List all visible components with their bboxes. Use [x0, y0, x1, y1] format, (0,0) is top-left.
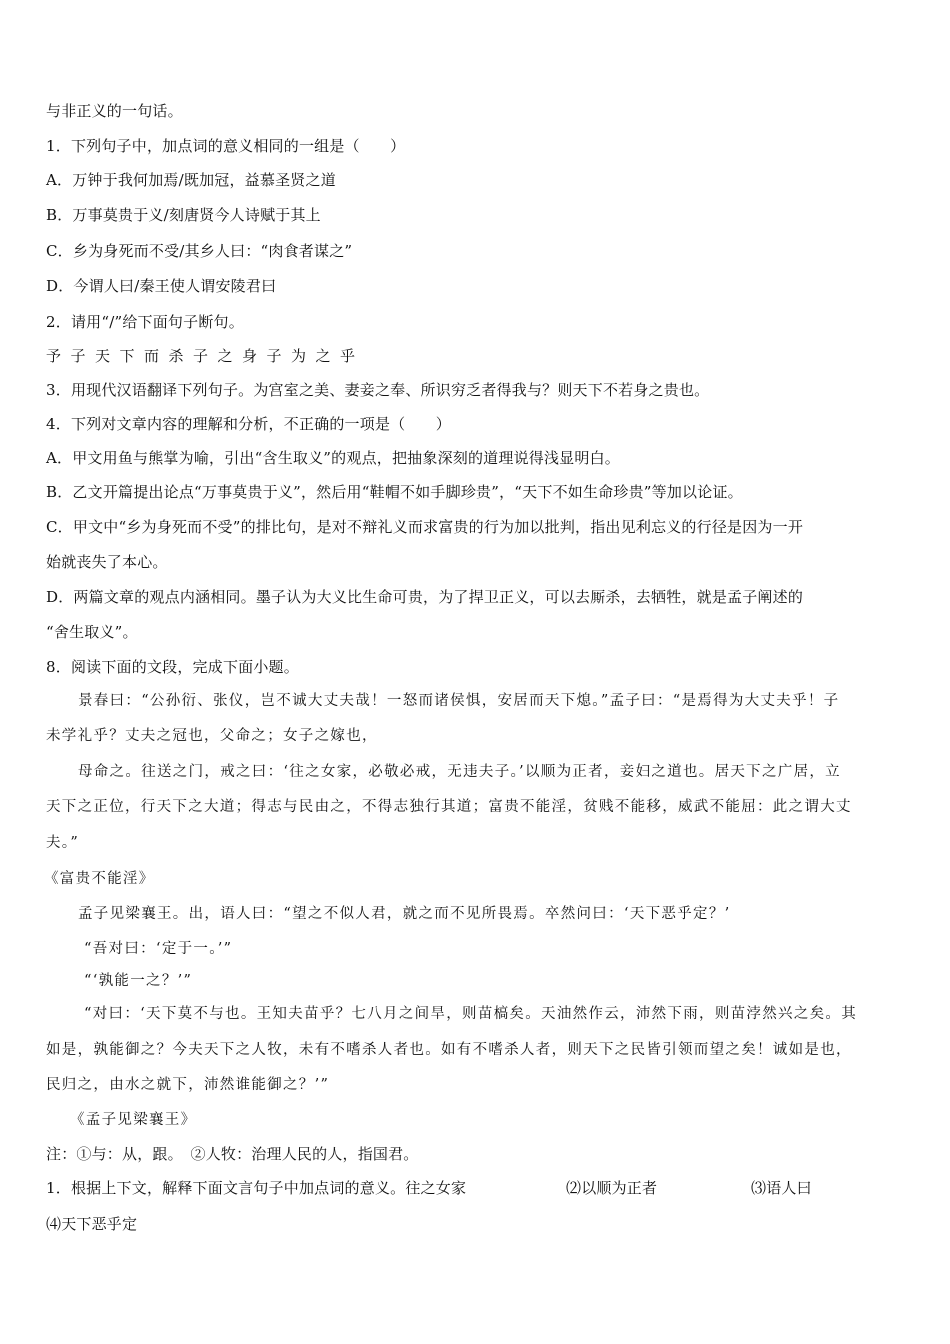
question-8-stem: 8．阅读下面的文段，完成下面小题。	[46, 658, 299, 676]
question-1-option-c: C．乡为身死而不受/其乡人曰：“肉食者谋之”	[46, 242, 353, 260]
question-4-option-c-cont: 始就丧失了本心。	[46, 553, 168, 571]
passage-line: “吾对曰：‘定于一。’”	[84, 941, 233, 957]
question-4-option-c: C．甲文中“乡为身死而不受”的排比句，是对不辩礼义而求富贵的行为加以批判，指出见利忘义的行径是因为一开	[46, 518, 804, 536]
question-4-option-a: A．甲文用鱼与熊掌为喻，引出“含生取义”的观点，把抽象深刻的道理说得浅显明白。	[46, 449, 620, 467]
sub-question-1-item-4: ⑷天下恶乎定	[46, 1215, 138, 1233]
passage-line: 夫。”	[46, 835, 80, 851]
question-2-stem: 2．请用“/”给下面句子断句。	[46, 313, 244, 331]
question-4-stem: 4．下列对文章内容的理解和分析，不正确的一项是（ ）	[46, 415, 451, 433]
passage-line: 未学礼乎？丈夫之冠也，父命之；女子之嫁也，	[46, 728, 378, 744]
sub-question-1-item-2: ⑵以顺为正者	[566, 1179, 658, 1197]
question-3-stem: 3．用现代汉语翻译下列句子。为宫室之美、妻妾之奉、所识穷乏者得我与？则天下不若身之贵也。	[46, 381, 710, 399]
sub-question-1-item-3: ⑶语人曰	[751, 1179, 812, 1197]
sub-question-1	[46, 1178, 466, 1198]
passage-title: 《孟子见梁襄王》	[70, 1112, 197, 1128]
question-1-option-b: B．万事莫贵于义/刻唐贤今人诗赋于其上	[46, 206, 321, 224]
annotation-note: 注：①与：从，跟。 ②人牧：治理人民的人，指国君。	[46, 1145, 419, 1163]
question-1-stem: 1．下列句子中，加点词的意义相同的一组是（ ）	[46, 137, 406, 155]
passage-line: 孟子见梁襄王。出，语人曰：“望之不似人君，就之而不见所畏焉。卒然问曰：‘天下恶乎定？’	[78, 906, 731, 922]
question-4-option-d-cont: “舍生取义”。	[46, 623, 138, 641]
passage-line: 天下之正位，行天下之大道；得志与民由之，不得志独行其道；富贵不能淫，贫贱不能移，威武不能屈：此之谓大丈	[46, 799, 852, 815]
question-4-option-d: D．两篇文章的观点内涵相同。墨子认为大义比生命可贵，为了捍卫正义，可以去厮杀，去牺牲，就是孟子阐述的	[46, 588, 804, 606]
passage-line: 民归之，由水之就下，沛然谁能御之？’”	[46, 1077, 330, 1093]
question-2-sentence: 予子天下而杀子之身子为之乎	[46, 347, 365, 365]
intro-fragment: 与非正义的一句话。	[46, 102, 183, 120]
passage-line: 景春曰：“公孙衍、张仪，岂不诚大丈夫哉！一怒而诸侯惧，安居而天下熄。”孟子曰：“是焉得为大丈夫乎！子	[78, 693, 840, 709]
question-4-option-b: B．乙文开篇提出论点“万事莫贵于义”，然后用“鞋帽不如手脚珍贵”，“天下不如生命珍贵”等加以论证。	[46, 483, 743, 501]
passage-line: 如是，孰能御之？今夫天下之人牧，未有不嗜杀人者也。如有不嗜杀人者，则天下之民皆引领而望之矣！诚如是也，	[46, 1042, 852, 1058]
question-1-option-a: A．万钟于我何加焉/既加冠，益慕圣贤之道	[46, 171, 336, 189]
passage-title: 《富贵不能淫》	[44, 871, 155, 887]
passage-line: “对曰：‘天下莫不与也。王知夫苗乎？七八月之间旱，则苗槁矣。天油然作云，沛然下雨，则苗浡然兴之矣。其	[84, 1006, 858, 1022]
passage-line: 母命之。往送之门，戒之曰：‘往之女家，必敬必戒，无违夫子。’以顺为正者，妾妇之道也。居天下之广居，立	[78, 764, 841, 780]
sub-question-1-main: 1．根据上下文，解释下面文言句子中加点词的意义。往之女家	[46, 1179, 467, 1197]
question-1-option-d: D．今谓人曰/秦王使人谓安陵君曰	[46, 277, 277, 295]
passage-line: “‘孰能一之？’”	[84, 973, 193, 989]
